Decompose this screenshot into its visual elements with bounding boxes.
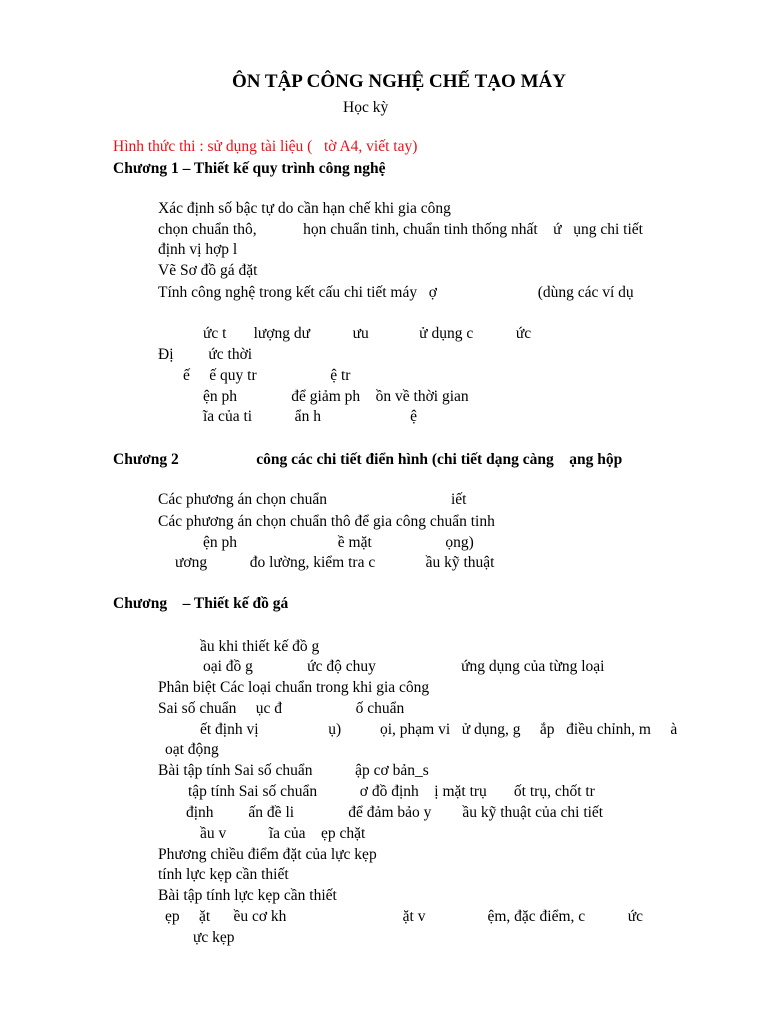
chapter1-line: Xác định số bậc tự do cần hạn chế khi gia công: [158, 200, 451, 217]
chapter1-line: ện ph để giảm ph ồn về thời gian: [203, 388, 469, 405]
chapter1-line: Tính công nghệ trong kết cấu chi tiết máy ợ (dùng các ví dụ: [158, 284, 634, 301]
chapter2-line: ện ph ề mặt ọng): [203, 534, 474, 551]
chapter3-line: ầu khi thiết kế đồ g: [200, 638, 320, 655]
chapter3-line: định ấn đề li để đảm bảo y ầu kỹ thuật của chi tiết: [186, 804, 604, 821]
chapter3-line: ẹp ặt ều cơ kh ặt v ệm, đặc điểm, c ức: [165, 908, 644, 925]
chapter3-line: Phân biệt Các loại chuẩn trong khi gia công: [158, 679, 430, 696]
chapter3-line: ết định vị ụ) ọi, phạm vi ử dụng, g ắp điều chỉnh, m à: [200, 721, 678, 738]
chapter1-line: ức t lượng dư ưu ử dụng c ức: [203, 325, 532, 342]
chapter3-line: tính lực kẹp cần thiết: [158, 866, 289, 883]
exam-form-note: Hình thức thi : sử dụng tài liệu ( tờ A4, viết tay): [113, 138, 418, 155]
chapter1-heading: Chương 1 – Thiết kế quy trình công nghệ: [113, 160, 386, 177]
chapter1-line: ế ế quy tr ệ tr: [183, 367, 351, 384]
chapter1-line: Vẽ Sơ đồ gá đặt: [158, 262, 258, 279]
chapter1-line: ĩa của ti ẩn h ệ: [203, 408, 417, 425]
chapter1-line: định vị hợp l: [158, 241, 238, 258]
chapter3-line: Phương chiều điểm đặt của lực kẹp: [158, 846, 377, 863]
chapter3-line: ầu v ĩa của ẹp chặt: [200, 825, 366, 842]
chapter2-heading: Chương 2 công các chi tiết điển hình (chi tiết dạng càng ạng hộp: [113, 451, 623, 468]
chapter3-line: oạt động: [165, 741, 219, 758]
chapter3-line: ực kẹp: [193, 929, 235, 946]
document-title: ÔN TẬP CÔNG NGHỆ CHẾ TẠO MÁY: [232, 71, 566, 92]
chapter1-line: Đị ức thời: [158, 346, 253, 363]
chapter3-heading: Chương – Thiết kế đồ gá: [113, 595, 289, 612]
chapter2-line: Các phương án chọn chuẩn iết: [158, 491, 467, 508]
chapter3-line: tập tính Sai số chuẩn ơ đồ định ị mặt trụ ốt trụ, chốt tr: [188, 783, 595, 800]
chapter3-line: Bài tập tính lực kẹp cần thiết: [158, 887, 337, 904]
chapter1-line: chọn chuẩn thô, họn chuẩn tinh, chuẩn tinh thống nhất ứ ụng chi tiết: [158, 221, 643, 238]
chapter3-line: Bài tập tính Sai số chuẩn ập cơ bản_s: [158, 762, 429, 779]
chapter2-line: ương đo lường, kiểm tra c ầu kỹ thuật: [175, 554, 495, 571]
chapter2-line: Các phương án chọn chuẩn thô để gia công chuẩn tinh: [158, 513, 495, 530]
chapter3-line: oại đồ g ức độ chuy ứng dụng của từng loại: [203, 658, 605, 675]
document-subtitle: Học kỳ: [343, 99, 389, 116]
chapter3-line: Sai số chuẩn ục đ ố chuẩn: [158, 700, 405, 717]
